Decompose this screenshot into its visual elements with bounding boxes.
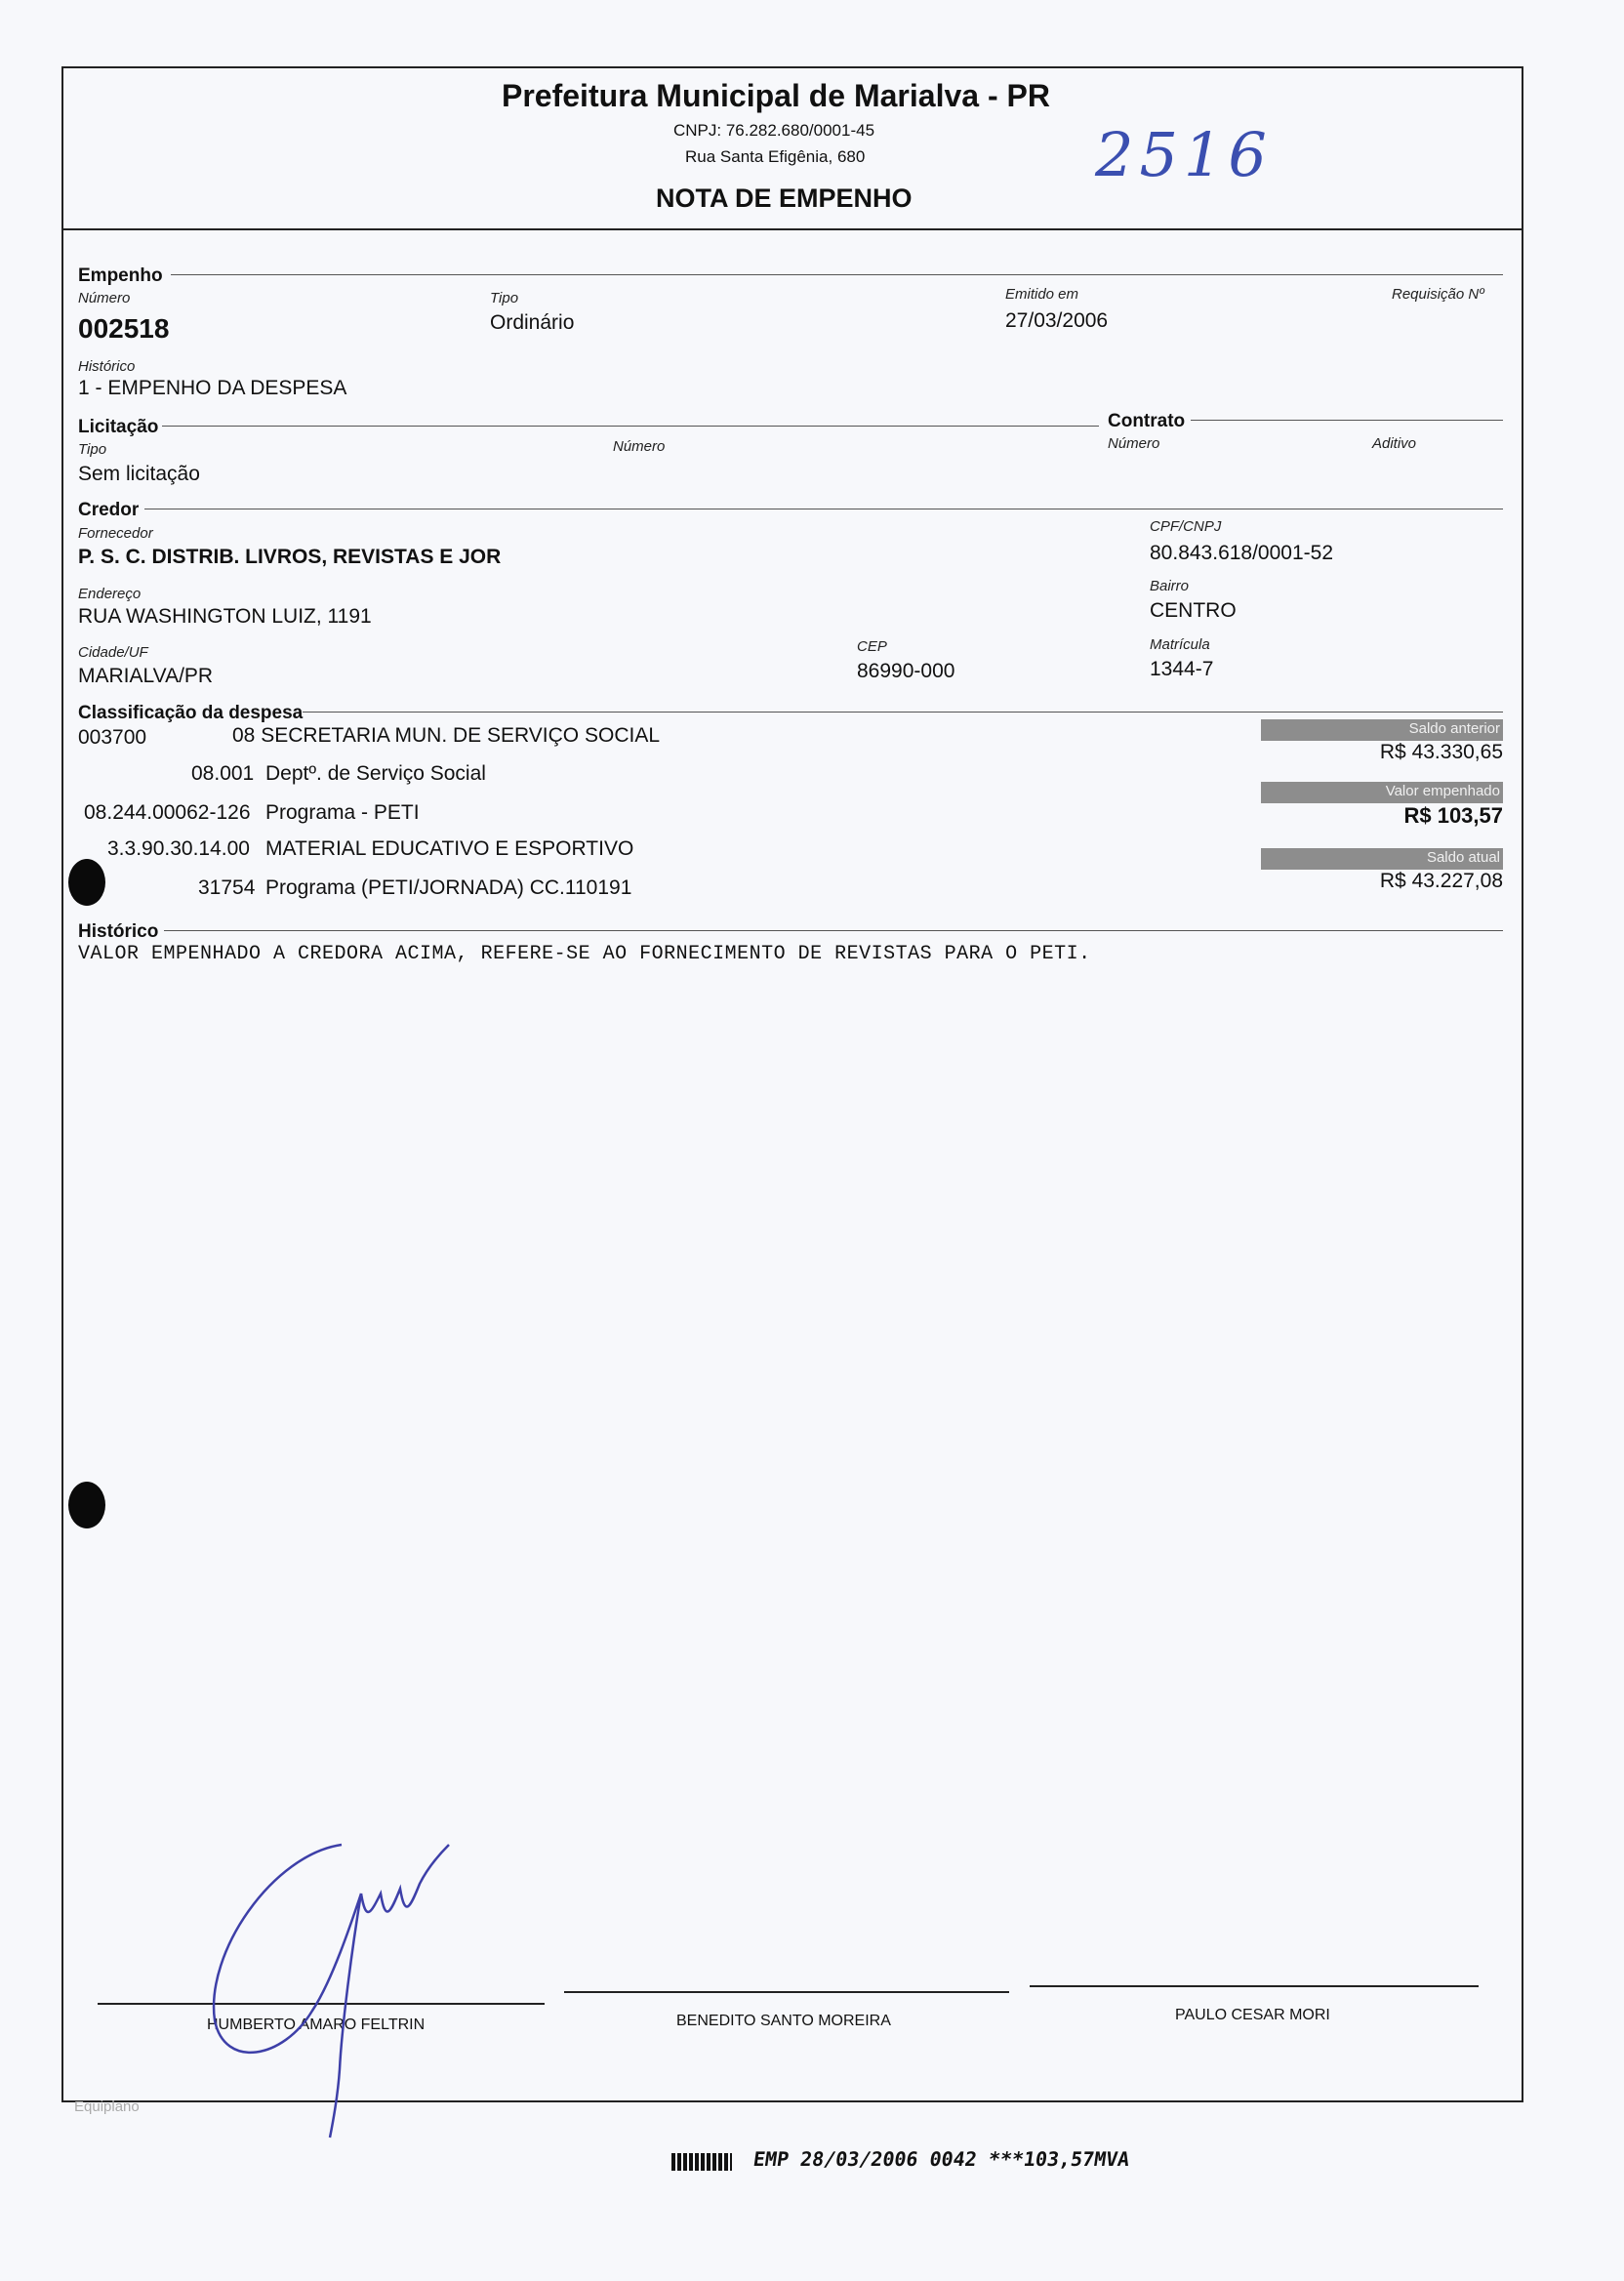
signatory-name: BENEDITO SANTO MOREIRA: [676, 2013, 891, 2029]
licitacao-rule: [162, 426, 1099, 427]
signature-line: [1030, 1985, 1479, 1987]
header-divider: [61, 228, 1523, 230]
endereco-label: Endereço: [78, 586, 142, 602]
section-historico: Histórico: [78, 921, 159, 942]
fornecedor-label: Fornecedor: [78, 525, 153, 542]
saldo-anterior-label-box: [1261, 719, 1503, 741]
saldo-atual-label-box: [1261, 848, 1503, 870]
fornecedor-name: P. S. C. DISTRIB. LIVROS, REVISTAS E JOR: [78, 546, 502, 568]
historico-rule: [164, 930, 1503, 931]
matricula-value: 1344-7: [1150, 658, 1214, 680]
classificacao-code: 08.001: [191, 762, 255, 785]
barcode-mark: [671, 2153, 732, 2171]
punch-hole: [68, 1482, 105, 1528]
punch-hole: [68, 859, 105, 906]
section-licitacao: Licitação: [78, 417, 159, 437]
contrato-aditivo-label: Aditivo: [1372, 435, 1417, 452]
signatory-name: PAULO CESAR MORI: [1175, 2007, 1330, 2023]
saldo-atual-label: Saldo atual: [1426, 849, 1500, 866]
section-empenho: Empenho: [78, 265, 163, 286]
empenho-tipo-label: Tipo: [490, 290, 519, 306]
saldo-anterior-value: R$ 43.330,65: [1379, 741, 1503, 763]
signature-line: [564, 1991, 1009, 1993]
classificacao-desc: MATERIAL EDUCATIVO E ESPORTIVO: [265, 837, 634, 860]
document-title: NOTA DE EMPENHO: [656, 183, 913, 213]
licitacao-numero-label: Número: [613, 438, 666, 455]
document-frame: [61, 66, 1523, 2102]
header-address: Rua Santa Efigênia, 680: [685, 147, 866, 166]
cidade-value: MARIALVA/PR: [78, 665, 214, 687]
signatory-name: HUMBERTO AMARO FELTRIN: [207, 2016, 426, 2033]
classificacao-desc: Programa (PETI/JORNADA) CC.110191: [265, 876, 632, 899]
empenho-numero-label: Número: [78, 290, 131, 306]
empenho-tipo: Ordinário: [490, 311, 575, 334]
bairro-label: Bairro: [1150, 578, 1190, 594]
empenho-rule: [171, 274, 1503, 275]
endereco-value: RUA WASHINGTON LUIZ, 1191: [78, 605, 372, 628]
section-contrato: Contrato: [1108, 411, 1186, 431]
saldo-anterior-label: Saldo anterior: [1408, 720, 1500, 737]
requisicao-label: Requisição Nº: [1392, 286, 1484, 303]
licitacao-tipo-label: Tipo: [78, 441, 107, 458]
valor-empenhado-label: Valor empenhado: [1385, 783, 1500, 799]
classificacao-code: 3.3.90.30.14.00: [107, 837, 250, 860]
emitido-date: 27/03/2006: [1005, 309, 1109, 332]
empenho-numero: 002518: [78, 313, 170, 344]
saldo-atual-value: R$ 43.227,08: [1379, 870, 1503, 892]
classificacao-rule: [303, 712, 1503, 713]
licitacao-tipo: Sem licitação: [78, 463, 200, 485]
header-title: Prefeitura Municipal de Marialva - PR: [502, 78, 1050, 113]
handwritten-signature: [195, 1835, 468, 2147]
emitido-label: Emitido em: [1005, 286, 1079, 303]
handwritten-number: 2516: [1095, 119, 1273, 190]
bairro-value: CENTRO: [1150, 599, 1237, 622]
contrato-numero-label: Número: [1108, 435, 1160, 452]
valor-empenhado-label-box: [1261, 782, 1503, 803]
classificacao-desc: Deptº. de Serviço Social: [265, 762, 486, 785]
contrato-rule: [1191, 420, 1503, 421]
machine-stamp: EMP 28/03/2006 0042 ***103,57MVA: [751, 2147, 1131, 2171]
classificacao-code: 003700: [78, 726, 147, 749]
classificacao-desc: 08 SECRETARIA MUN. DE SERVIÇO SOCIAL: [232, 724, 661, 747]
empenho-historico: 1 - EMPENHO DA DESPESA: [78, 377, 347, 399]
header-cnpj: CNPJ: 76.282.680/0001-45: [673, 121, 875, 140]
section-classificacao: Classificação da despesa: [78, 703, 304, 723]
cep-label: CEP: [857, 638, 887, 655]
classificacao-code: 08.244.00062-126: [84, 801, 251, 824]
cidade-label: Cidade/UF: [78, 644, 148, 661]
empenho-historico-label: Histórico: [78, 358, 136, 375]
section-credor: Credor: [78, 500, 140, 520]
cep-value: 86990-000: [857, 660, 955, 682]
valor-empenhado-value: R$ 103,57: [1403, 803, 1503, 828]
historico-text: VALOR EMPENHADO A CREDORA ACIMA, REFERE-SE AO FORNECIMENTO DE REVISTAS PARA O PETI.: [78, 943, 1091, 965]
matricula-label: Matrícula: [1150, 636, 1210, 653]
footer-brand: Equiplano: [74, 2098, 140, 2115]
cpf-value: 80.843.618/0001-52: [1150, 542, 1334, 564]
cpf-label: CPF/CNPJ: [1150, 518, 1222, 535]
classificacao-desc: Programa - PETI: [265, 801, 420, 824]
classificacao-code: 31754: [198, 876, 256, 899]
